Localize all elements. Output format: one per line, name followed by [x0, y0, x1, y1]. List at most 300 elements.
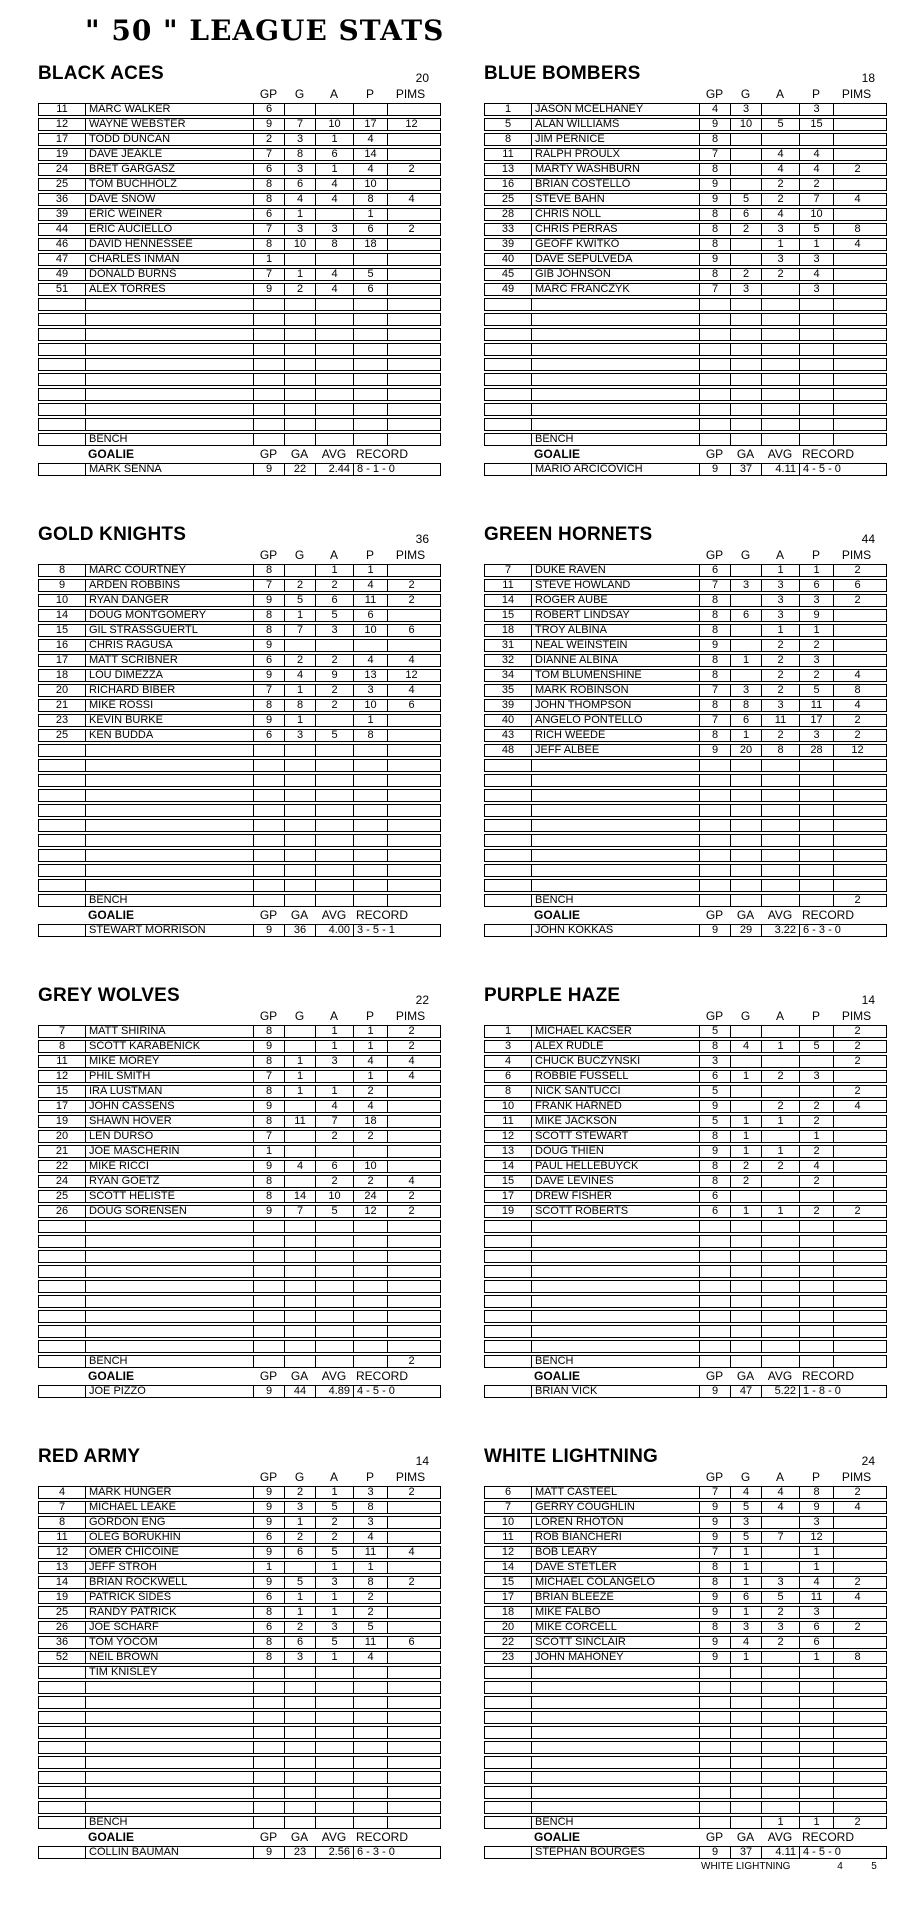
cell-g [285, 359, 316, 370]
cell-g: 4 [285, 670, 316, 681]
cell-p [800, 419, 834, 430]
cell-p: 5 [354, 269, 388, 280]
cell-player-name [532, 389, 700, 400]
cell-p: 3 [354, 685, 388, 696]
cell-jersey-number [485, 1266, 532, 1277]
cell-g: 1 [285, 1071, 316, 1082]
cell-gp [700, 1326, 731, 1337]
cell-p [800, 404, 834, 415]
cell-jersey-number: 5 [485, 119, 532, 130]
cell-gp [700, 865, 731, 876]
empty-row [38, 1696, 441, 1709]
cell-p: 6 [354, 284, 388, 295]
cell-player-name [86, 404, 254, 415]
cell-g: 3 [285, 134, 316, 145]
cell-jersey-number: 13 [485, 164, 532, 175]
player-row [484, 729, 887, 742]
player-row [484, 609, 887, 622]
cell-pims [834, 269, 881, 280]
cell-a: 1 [316, 1607, 354, 1618]
player-row [38, 193, 441, 206]
empty-row [484, 388, 887, 401]
cell-g [731, 1742, 762, 1753]
cell-gp: 2 [254, 134, 285, 145]
cell-bench-num [39, 1356, 86, 1367]
cell-player-name: ERIC AUCIELLO [86, 224, 254, 235]
cell-a: 3 [762, 1622, 800, 1633]
cell-player-name [86, 865, 254, 876]
cell-jersey-number [39, 1697, 86, 1708]
cell-player-name: IRA LUSTMAN [86, 1086, 254, 1097]
cell-pims [388, 329, 435, 340]
cell-a: 4 [316, 179, 354, 190]
cell-a: 2 [316, 580, 354, 591]
player-row [38, 1486, 441, 1499]
cell-a [762, 374, 800, 385]
cell-p: 2 [800, 1101, 834, 1112]
player-row [484, 669, 887, 682]
cell-jersey-number [485, 1667, 532, 1678]
cell-a [762, 1266, 800, 1277]
cell-a: 1 [316, 1592, 354, 1603]
col-head-spacer-name [531, 1471, 699, 1486]
player-row [38, 1666, 441, 1679]
cell-player-name: TOM BUCHHOLZ [86, 179, 254, 190]
player-row [484, 714, 887, 727]
cell-bench-gp [254, 434, 285, 445]
cell-player-name [86, 314, 254, 325]
cell-jersey-number [39, 1742, 86, 1753]
col-head-g: G [294, 549, 305, 562]
cell-jersey-number: 31 [485, 640, 532, 651]
cell-jersey-number [39, 790, 86, 801]
cell-a: 3 [762, 610, 800, 621]
cell-bench-a: 1 [762, 1817, 800, 1828]
cell-pims: 8 [854, 1652, 861, 1663]
cell-g [285, 1667, 316, 1678]
cell-player-name: MARC FRANCZYK [532, 284, 700, 295]
cell-p [354, 880, 388, 891]
cell-player-name: STEVE BAHN [532, 194, 700, 205]
cell-player-name: ALAN WILLIAMS [532, 119, 700, 130]
cell-a: 2 [762, 655, 800, 666]
empty-row [38, 1786, 441, 1799]
cell-p: 10 [354, 625, 388, 636]
cell-p [800, 1772, 834, 1783]
cell-a: 4 [762, 1502, 800, 1513]
cell-player-name [532, 1251, 700, 1262]
cell-p: 5 [800, 224, 834, 235]
cell-pims [388, 419, 435, 430]
cell-bench-label: BENCH [532, 1817, 700, 1828]
cell-pims: 4 [408, 1547, 415, 1558]
cell-gp: 9 [254, 670, 285, 681]
cell-pims: 4 [408, 1056, 415, 1067]
cell-gp: 7 [254, 1131, 285, 1142]
cell-a [762, 1547, 800, 1558]
cell-jersey-number [39, 1341, 86, 1352]
cell-p: 3 [800, 595, 834, 606]
cell-a: 2 [762, 1607, 800, 1618]
cell-gp: 7 [254, 269, 285, 280]
cell-jersey-number: 25 [39, 1191, 86, 1202]
empty-row [484, 789, 887, 802]
cell-gp: 8 [254, 565, 285, 576]
cell-player-name: SCOTT SINCLAIR [532, 1637, 700, 1648]
cell-g [731, 419, 762, 430]
empty-row [38, 774, 441, 787]
cell-bench-a [316, 1817, 354, 1828]
cell-player-name: MIKE JACKSON [532, 1116, 700, 1127]
col-head-gp: GP [259, 1010, 278, 1023]
cell-goalie-record: 8 - 1 - 0 [357, 464, 395, 475]
cell-pims [388, 1116, 435, 1127]
cell-a [762, 1682, 800, 1693]
cell-a: 3 [316, 1577, 354, 1588]
cell-a: 4 [316, 194, 354, 205]
goalie-row [484, 463, 887, 476]
player-row [38, 579, 441, 592]
cell-a: 3 [316, 1622, 354, 1633]
empty-row [484, 1310, 887, 1323]
cell-jersey-number [39, 1787, 86, 1798]
cell-player-name [86, 419, 254, 430]
empty-row [484, 1295, 887, 1308]
cell-g [285, 1131, 316, 1142]
player-row [38, 238, 441, 251]
cell-jersey-number [485, 374, 532, 385]
cell-a [316, 419, 354, 430]
cell-gp [254, 775, 285, 786]
cell-gp: 8 [254, 625, 285, 636]
cell-a [762, 835, 800, 846]
cell-jersey-number [485, 1251, 532, 1262]
cell-goalie-gp: 9 [254, 1386, 285, 1397]
cell-jersey-number: 8 [39, 1041, 86, 1052]
team-total-badge: 36 [415, 532, 429, 546]
cell-pims [388, 359, 435, 370]
cell-player-name: FRANK HARNED [532, 1101, 700, 1112]
cell-jersey-number: 23 [485, 1652, 532, 1663]
cell-bench-num [485, 895, 532, 906]
cell-player-name [86, 1682, 254, 1693]
cell-a [762, 865, 800, 876]
cell-g [731, 1236, 762, 1247]
player-row [38, 178, 441, 191]
cell-gp [254, 790, 285, 801]
goalie-row [484, 924, 887, 937]
goalie-head-spacer [484, 909, 531, 924]
cell-goalie-num [39, 464, 86, 475]
cell-a [762, 1341, 800, 1352]
col-head-g: G [740, 549, 751, 562]
cell-g [731, 775, 762, 786]
cell-goalie-num [39, 1847, 86, 1858]
cell-a [316, 404, 354, 415]
cell-a [762, 820, 800, 831]
cell-pims [388, 1787, 435, 1798]
cell-player-name: TIM KNISLEY [86, 1667, 254, 1678]
cell-g [731, 1266, 762, 1277]
cell-player-name [86, 344, 254, 355]
cell-pims [388, 1146, 435, 1157]
cell-a: 1 [316, 134, 354, 145]
cell-pims: 2 [854, 164, 861, 175]
cell-g: 2 [285, 1532, 316, 1543]
cell-gp [700, 850, 731, 861]
cell-jersey-number [485, 880, 532, 891]
cell-gp: 9 [700, 194, 731, 205]
cell-bench-pims [834, 1356, 881, 1367]
cell-player-name: ERIC WEINER [86, 209, 254, 220]
col-head-spacer-num [484, 549, 531, 564]
cell-p: 10 [354, 179, 388, 190]
cell-bench-a [762, 895, 800, 906]
cell-p [354, 1712, 388, 1723]
cell-bench-g [731, 1356, 762, 1367]
cell-g [731, 1086, 762, 1097]
cell-a [316, 314, 354, 325]
cell-player-name [86, 1787, 254, 1798]
player-row [484, 1160, 887, 1173]
player-row [484, 699, 887, 712]
empty-row [38, 418, 441, 431]
cell-pims [834, 835, 881, 846]
col-head-a: A [329, 1471, 338, 1484]
cell-gp: 6 [254, 655, 285, 666]
cell-g [731, 805, 762, 816]
cell-pims [388, 1772, 435, 1783]
cell-p [354, 745, 388, 756]
cell-jersey-number [485, 299, 532, 310]
cell-pims [388, 1592, 435, 1603]
cell-a [316, 374, 354, 385]
cell-pims [834, 1667, 881, 1678]
cell-goalie-num [39, 925, 86, 936]
cell-a [762, 1757, 800, 1768]
cell-player-name [532, 1727, 700, 1738]
cell-a [316, 760, 354, 771]
cell-gp: 7 [254, 580, 285, 591]
cell-jersey-number [39, 1667, 86, 1678]
cell-jersey-number: 39 [39, 209, 86, 220]
cell-pims: 8 [854, 685, 861, 696]
cell-bench-num [39, 895, 86, 906]
cell-pims [834, 1341, 881, 1352]
cell-pims: 4 [408, 1176, 415, 1187]
cell-p: 2 [354, 1176, 388, 1187]
cell-jersey-number: 7 [39, 1026, 86, 1037]
cell-jersey-number: 22 [485, 1637, 532, 1648]
cell-a: 3 [316, 1056, 354, 1067]
cell-player-name: CHUCK BUCZYNSKI [532, 1056, 700, 1067]
cell-gp [254, 329, 285, 340]
cell-jersey-number [39, 805, 86, 816]
cell-gp: 9 [254, 595, 285, 606]
cell-g [731, 1772, 762, 1783]
player-row [484, 208, 887, 221]
cell-a: 7 [762, 1532, 800, 1543]
cell-gp: 8 [254, 1652, 285, 1663]
goalie-head-avg: AVG [321, 1370, 347, 1383]
cell-bench-pims [834, 434, 881, 445]
cell-gp: 8 [254, 1086, 285, 1097]
cell-g [285, 775, 316, 786]
cell-a [316, 805, 354, 816]
cell-goalie-gp: 9 [700, 464, 731, 475]
cell-p: 5 [800, 1041, 834, 1052]
cell-pims: 2 [408, 1191, 415, 1202]
cell-a: 3 [762, 1577, 800, 1588]
cell-gp: 9 [254, 119, 285, 130]
cell-pims [388, 745, 435, 756]
cell-p: 3 [800, 1071, 834, 1082]
cell-pims: 2 [854, 1622, 861, 1633]
cell-a: 10 [316, 1191, 354, 1202]
cell-p [800, 1727, 834, 1738]
cell-player-name: DAVID HENNESSEE [86, 239, 254, 250]
cell-player-name: SCOTT HELISTE [86, 1191, 254, 1202]
player-row [38, 148, 441, 161]
cell-bench-pims: 2 [408, 1356, 415, 1367]
empty-row [38, 328, 441, 341]
col-head-spacer-name [531, 1010, 699, 1025]
player-row [38, 1531, 441, 1544]
cell-pims [834, 1071, 881, 1082]
cell-a: 1 [762, 625, 800, 636]
cell-g [285, 1727, 316, 1738]
cell-jersey-number: 49 [485, 284, 532, 295]
cell-p: 4 [800, 269, 834, 280]
goalie-header-row [484, 448, 887, 463]
cell-gp: 9 [700, 745, 731, 756]
col-head-spacer-num [484, 88, 531, 103]
cell-g [731, 865, 762, 876]
cell-gp: 7 [254, 1071, 285, 1082]
player-row [38, 1561, 441, 1574]
player-row [38, 1115, 441, 1128]
cell-player-name: JASON MCELHANEY [532, 104, 700, 115]
cell-pims [834, 865, 881, 876]
cell-gp [254, 1281, 285, 1292]
cell-p: 2 [800, 670, 834, 681]
cell-pims [834, 1607, 881, 1618]
cell-g [731, 149, 762, 160]
cell-g [285, 565, 316, 576]
player-row [38, 1190, 441, 1203]
empty-row [484, 328, 887, 341]
cell-p: 11 [800, 1592, 834, 1603]
cell-jersey-number [39, 835, 86, 846]
goalie-head-ga: GA [736, 1370, 755, 1383]
cell-player-name [86, 1742, 254, 1753]
cell-g: 1 [285, 610, 316, 621]
cell-pims: 4 [854, 670, 861, 681]
cell-gp [254, 1712, 285, 1723]
cell-gp: 9 [700, 1637, 731, 1648]
cell-pims [834, 254, 881, 265]
cell-pims [388, 1532, 435, 1543]
cell-p: 17 [354, 119, 388, 130]
cell-jersey-number: 20 [39, 685, 86, 696]
cell-g [731, 1221, 762, 1232]
player-row [484, 1055, 887, 1068]
bench-row [38, 894, 441, 907]
cell-goalie-name: COLLIN BAUMAN [86, 1847, 254, 1858]
player-row [38, 654, 441, 667]
empty-row [38, 1250, 441, 1263]
cell-g: 1 [285, 715, 316, 726]
cell-jersey-number: 20 [39, 1131, 86, 1142]
cell-g [285, 329, 316, 340]
player-row [484, 103, 887, 116]
cell-jersey-number: 8 [39, 565, 86, 576]
cell-jersey-number: 47 [39, 254, 86, 265]
cell-a: 1 [316, 164, 354, 175]
cell-jersey-number: 52 [39, 1652, 86, 1663]
player-row [38, 1070, 441, 1083]
cell-gp: 9 [700, 1146, 731, 1157]
col-head-p: P [365, 1010, 374, 1023]
goalie-head-avg: AVG [321, 909, 347, 922]
cell-a [762, 1652, 800, 1663]
cell-gp: 8 [700, 1041, 731, 1052]
cell-gp: 9 [700, 1652, 731, 1663]
cell-p [354, 1802, 388, 1813]
cell-pims [834, 1637, 881, 1648]
cell-player-name: DAVE JEAKLE [86, 149, 254, 160]
player-row [484, 238, 887, 251]
cell-g: 2 [285, 284, 316, 295]
cell-player-name: LOREN RHOTON [532, 1517, 700, 1528]
cell-gp: 8 [254, 1607, 285, 1618]
cell-a: 2 [762, 1161, 800, 1172]
cell-pims [388, 715, 435, 726]
cell-gp: 9 [254, 1502, 285, 1513]
cell-p: 1 [800, 1652, 834, 1663]
cell-g [285, 1176, 316, 1187]
cell-jersey-number: 8 [485, 1086, 532, 1097]
cell-pims [388, 1682, 435, 1693]
cell-player-name: ROBBIE FUSSELL [532, 1071, 700, 1082]
cell-a: 2 [316, 1532, 354, 1543]
cell-p [354, 1667, 388, 1678]
cell-g: 7 [285, 625, 316, 636]
cell-jersey-number: 34 [485, 670, 532, 681]
player-row [484, 1145, 887, 1158]
cell-player-name [532, 374, 700, 385]
goalie-header-row [484, 1370, 887, 1385]
cell-a [762, 1086, 800, 1097]
empty-row [484, 298, 887, 311]
cell-pims [388, 179, 435, 190]
empty-row [38, 1771, 441, 1784]
cell-player-name: LEN DURSO [86, 1131, 254, 1142]
cell-g [731, 374, 762, 385]
cell-jersey-number [485, 865, 532, 876]
player-row [484, 1531, 887, 1544]
player-row [484, 684, 887, 697]
cell-player-name [532, 1667, 700, 1678]
cell-pims: 2 [854, 565, 861, 576]
cell-p [354, 104, 388, 115]
empty-row [38, 343, 441, 356]
player-row [484, 624, 887, 637]
cell-a [762, 1191, 800, 1202]
empty-row [38, 759, 441, 772]
cell-gp [700, 1266, 731, 1277]
stat-column-headers [484, 88, 887, 103]
